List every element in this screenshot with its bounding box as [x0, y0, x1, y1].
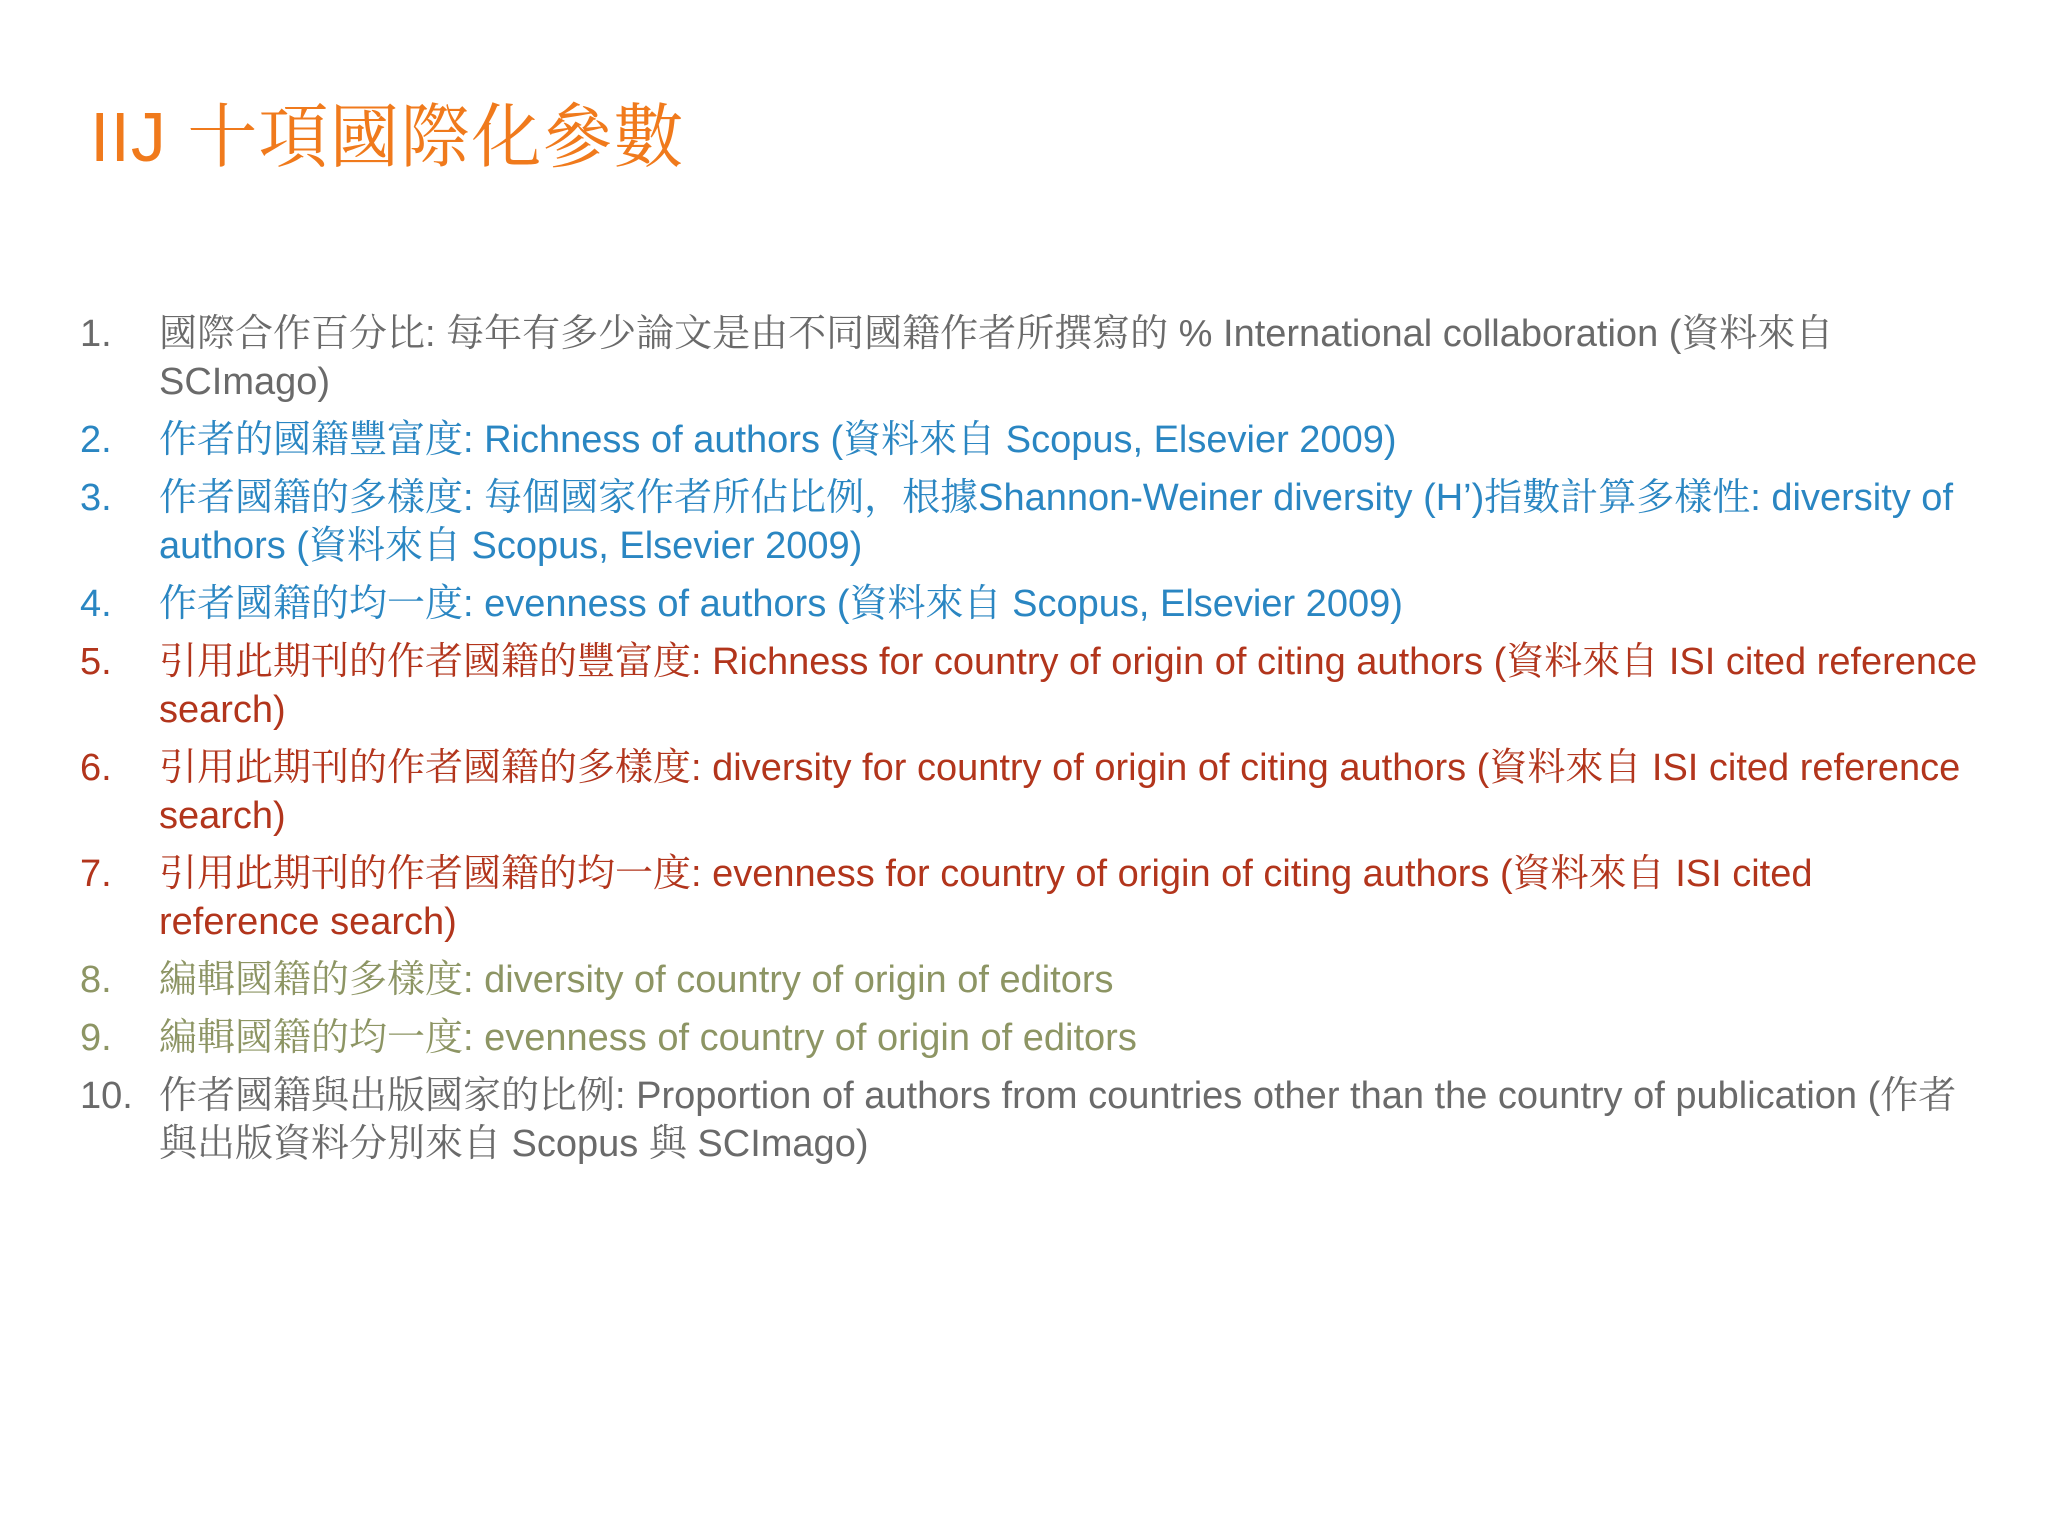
list-item — [80, 310, 1980, 406]
item-number: 5. — [80, 641, 112, 683]
list-item — [80, 850, 1980, 946]
item-number: 9. — [80, 1017, 112, 1059]
item-text: 編輯國籍的均一度: evenness of country of origin of editors — [159, 1017, 1137, 1059]
item-number: 7. — [80, 853, 112, 895]
list-item — [80, 416, 1980, 464]
item-number: 1. — [80, 313, 112, 355]
item-text: 作者的國籍豐富度: Richness of authors (資料來自 Scopus, Elsevier 2009) — [159, 419, 1397, 461]
item-number: 2. — [80, 419, 112, 461]
item-text: 作者國籍的均一度: evenness of authors (資料來自 Scopus, Elsevier 2009) — [159, 583, 1403, 625]
item-text: 作者國籍與出版國家的比例: Proportion of authors from countries other than the country of publication (作者與出版資料分別來自 Scopus 與 SCImago) — [159, 1075, 1957, 1165]
list-item — [80, 474, 1980, 570]
item-number: 3. — [80, 477, 112, 519]
item-text: 編輯國籍的多樣度: diversity of country of origin of editors — [159, 959, 1114, 1001]
item-text: 引用此期刊的作者國籍的均一度: evenness for country of origin of citing authors (資料來自 ISI cited reference search) — [159, 853, 1813, 943]
item-number: 10. — [80, 1075, 133, 1117]
list-item — [80, 956, 1980, 1004]
parameter-list — [80, 310, 1980, 1178]
item-text: 引用此期刊的作者國籍的多樣度: diversity for country of origin of citing authors (資料來自 ISI cited reference search) — [159, 747, 1961, 837]
list-item — [80, 1072, 1980, 1168]
slide-title: IIJ 十項國際化參數 — [90, 98, 685, 176]
item-number: 6. — [80, 747, 112, 789]
item-text: 作者國籍的多樣度: 每個國家作者所佔比例，根據Shannon-Weiner diversity (H’)指數計算多樣性: diversity of authors (資料來自 Scopus, Elsevier 2009) — [159, 477, 1953, 567]
item-number: 8. — [80, 959, 112, 1001]
list-item — [80, 744, 1980, 840]
item-number: 4. — [80, 583, 112, 625]
list-item — [80, 580, 1980, 628]
item-text: 國際合作百分比: 每年有多少論文是由不同國籍作者所撰寫的 % International collaboration (資料來自 SCImago) — [159, 313, 1834, 403]
item-text: 引用此期刊的作者國籍的豐富度: Richness for country of origin of citing authors (資料來自 ISI cited reference search) — [159, 641, 1978, 731]
list-item — [80, 1014, 1980, 1062]
list-item — [80, 638, 1980, 734]
